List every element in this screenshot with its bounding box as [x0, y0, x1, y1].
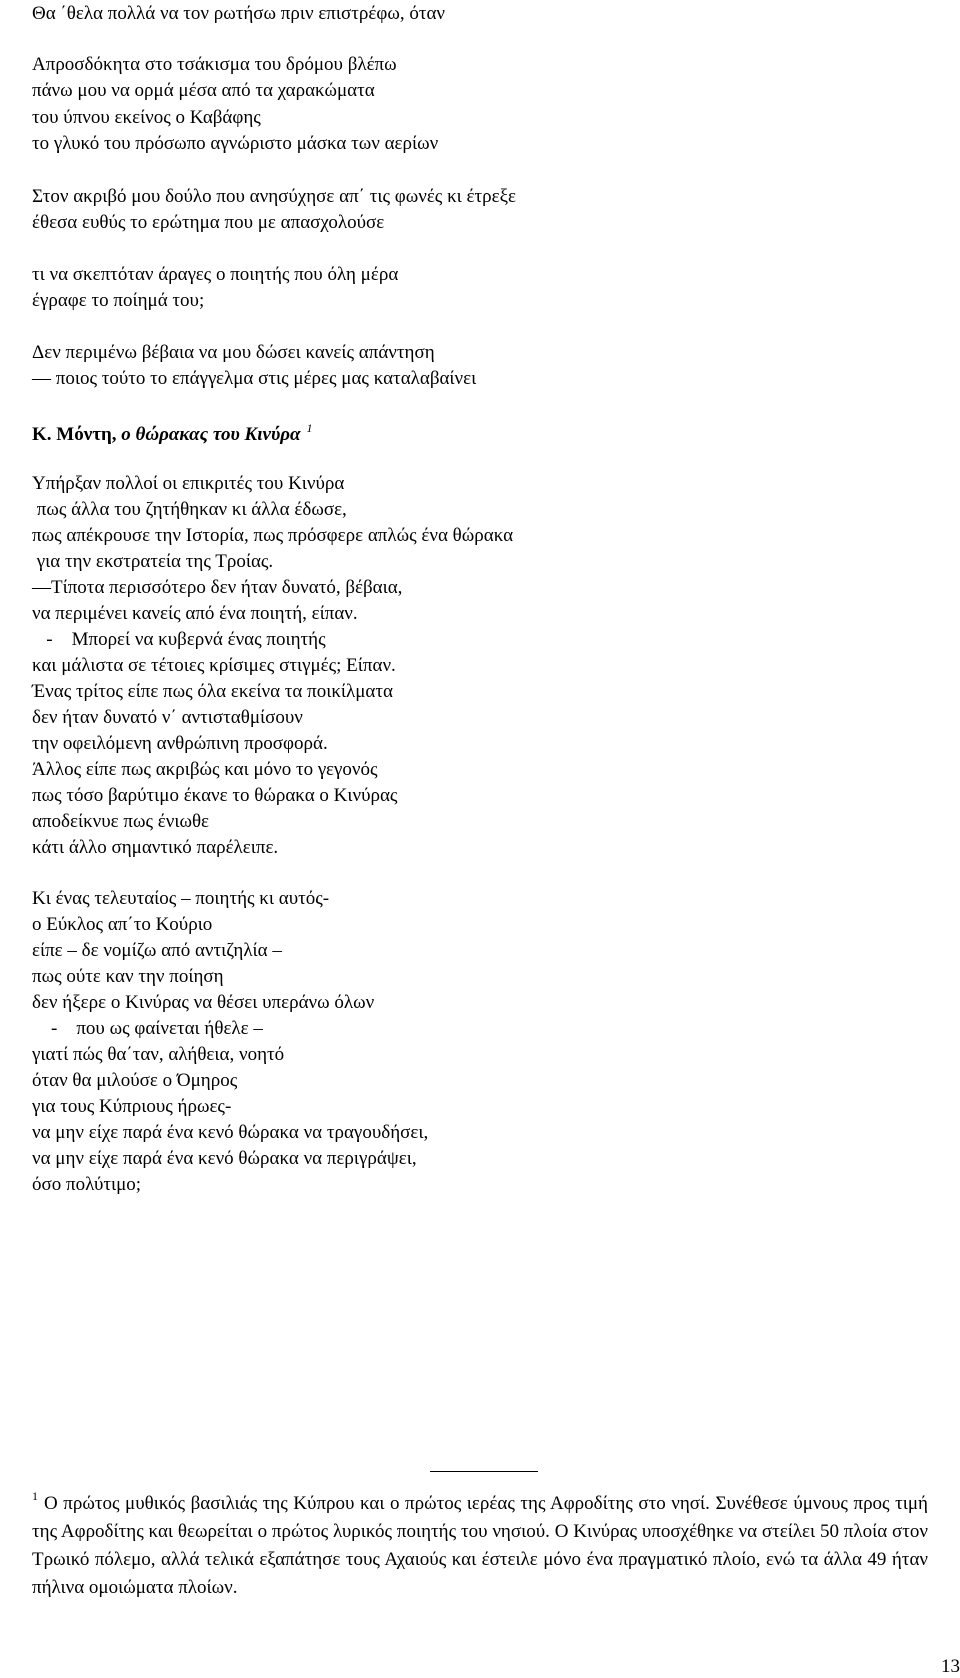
poem2-line: δεν ήταν δυνατό ν΄ αντισταθμίσουν [32, 707, 303, 728]
poem2-line: πως άλλα του ζητήθηκαν κι άλλα έδωσε, [32, 499, 347, 520]
footnote-text: Ο πρώτος μυθικός βασιλιάς της Κύπρου και ο πρώτος ιερέας της Αφροδίτης στο νησί. Συνέθεσε ύμνους προς τιμή της Αφροδίτης και θεωρείται ο πρώτος λυρικός ποιητής του νησιού. Ο Κινύρας υποσχέθηκε να στείλει 50 πλοία στον Τρωικό πόλεμο, αλλά τελικά εξαπάτησε τους Αχαιούς και έστειλε μόνο ένα πραγματικό πλοίο, ενώ τα άλλα 49 ήταν πήλινα ομοιώματα πλοίων. [32, 1493, 928, 1598]
poem2-line: δεν ήξερε ο Κινύρας να θέσει υπεράνω όλων [32, 992, 375, 1013]
poem2-line: πως απέκρουσε την Ιστορία, πως πρόσφερε απλώς ένα θώρακα [32, 525, 514, 546]
poem-heading [32, 422, 313, 444]
poem2-line: ο Εύκλος απ΄το Κούριο [32, 914, 213, 935]
poem2-line: να μην είχε παρά ένα κενό θώρακα να περιγράψει, [32, 1148, 417, 1169]
poem2-line: Κι ένας τελευταίος – ποιητής κι αυτός- [32, 888, 330, 909]
poem1-line: Στον ακριβό μου δούλο που ανησύχησε απ΄ τις φωνές κι έτρεξε [32, 186, 517, 207]
poem2-line: γιατί πώς θα΄ταν, αλήθεια, νοητό [32, 1044, 285, 1065]
poem1-line: πάνω μου να ορμά μέσα από τα χαρακώματα [32, 80, 375, 101]
poem2-line: όταν θα μιλούσε ο Όμηρος [32, 1070, 238, 1091]
poem2-line: είπε – δε νομίζω από αντιζηλία – [32, 940, 282, 961]
footnote-mark: 1 [32, 1489, 38, 1503]
poem2-line: Άλλος είπε πως ακριβώς και μόνο το γεγονός [32, 759, 378, 780]
poem2-line: Υπήρξαν πολλοί οι επικριτές του Κινύρα [32, 473, 345, 494]
poem1-line: τι να σκεπτόταν άραγες ο ποιητής που όλη μέρα [32, 264, 399, 285]
poem1-line: έγραφε το ποίημά του; [32, 290, 205, 311]
footnote-reference: 1 [306, 421, 313, 435]
poem1-line: — ποιος τούτο το επάγγελμα στις μέρες μας καταλαβαίνει [32, 368, 477, 389]
poem1-line: Απροσδόκητα στο τσάκισμα του δρόμου βλέπω [32, 54, 397, 75]
poem1-line: του ύπνου εκείνος ο Καβάφης [32, 107, 261, 128]
poem2-line: πως τόσο βαρύτιμο έκανε το θώρακα ο Κινύρας [32, 785, 398, 806]
poem2-line: - που ως φαίνεται ήθελε – [32, 1018, 263, 1039]
footnote [32, 1482, 928, 1602]
poem2-line: αποδείκνυε πως ένιωθε [32, 811, 210, 832]
poem1-line: το γλυκό του πρόσωπο αγνώριστο μάσκα των αερίων [32, 133, 439, 154]
poem2-line: και μάλιστα σε τέτοιες κρίσιμες στιγμές; Είπαν. [32, 655, 396, 676]
heading-title: ο θώρακας του Κινύρα [121, 424, 301, 445]
poem2-line: να μην είχε παρά ένα κενό θώρακα να τραγουδήσει, [32, 1122, 429, 1143]
poem2-line: για τους Κύπριους ήρωες- [32, 1096, 232, 1117]
poem1-line: Δεν περιμένω βέβαια να μου δώσει κανείς απάντηση [32, 342, 435, 363]
poem2-line: να περιμένει κανείς από ένα ποιητή, είπαν. [32, 603, 358, 624]
poem2-line: —Τίποτα περισσότερο δεν ήταν δυνατό, βέβαια, [32, 577, 403, 598]
poem2-line: την οφειλόμενη ανθρώπινη προσφορά. [32, 733, 328, 754]
poem2-line: - Μπορεί να κυβερνά ένας ποιητής [32, 629, 326, 650]
poem2-line: για την εκστρατεία της Τροίας. [32, 551, 274, 572]
poem2-line: Ένας τρίτος είπε πως όλα εκείνα τα ποικίλματα [32, 681, 393, 702]
poem2-line: όσο πολύτιμο; [32, 1174, 142, 1195]
poem1-line: Θα ΄θελα πολλά να τον ρωτήσω πριν επιστρέφω, όταν [32, 3, 445, 24]
page-number: 13 [941, 1656, 960, 1677]
heading-author: Κ. Μόντη, [32, 424, 117, 445]
poem2-line: κάτι άλλο σημαντικό παρέλειπε. [32, 837, 279, 858]
poem2-line: πως ούτε καν την ποίηση [32, 966, 224, 987]
poem1-line: έθεσα ευθύς το ερώτημα που με απασχολούσε [32, 212, 385, 233]
footnote-separator [430, 1471, 538, 1472]
